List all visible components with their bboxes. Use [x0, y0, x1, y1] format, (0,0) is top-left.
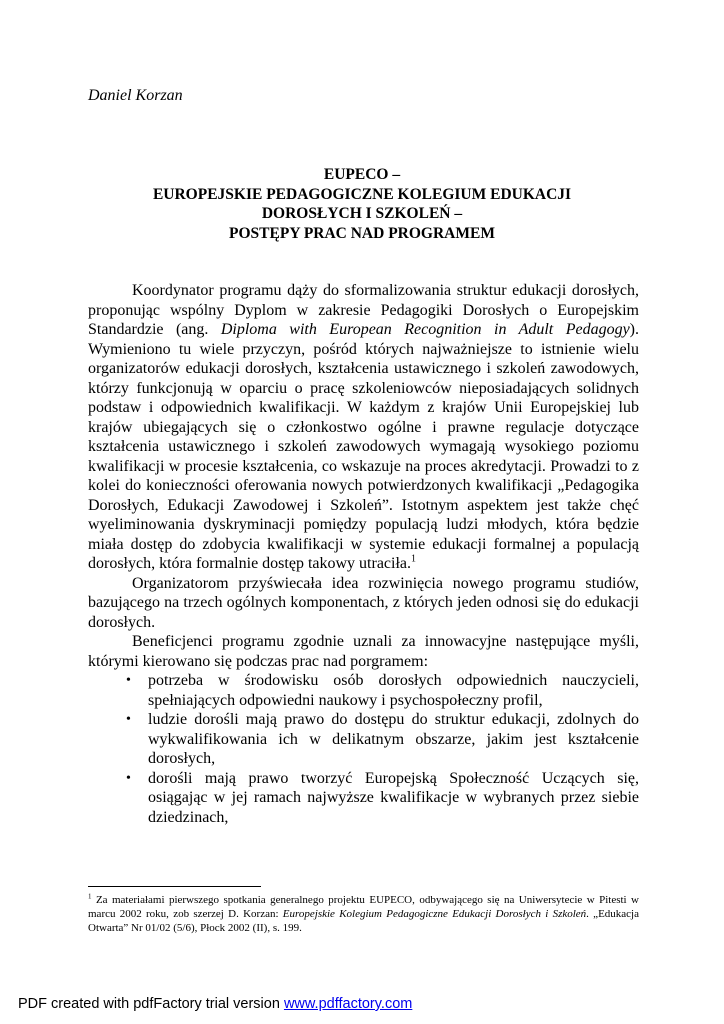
footnote-text-b: . „Edukacja Otwarta” Nr 01/02 (5/6), Płock 2002 (II), s. 199.: [88, 908, 639, 934]
footnote-reference[interactable]: 1: [411, 553, 417, 565]
body-text: [88, 281, 639, 827]
bullet-icon: •: [126, 712, 131, 727]
footnote-text-a: Za materiałami pierwszego spotkania generalnego projektu EUPECO, odbywającego się na Uniwersytecie w Pitesti w marcu 2002 roku, zob szerzej D. Korzan:: [88, 894, 639, 920]
list-item: [126, 769, 639, 828]
footnote: [88, 893, 639, 935]
author-name: Daniel Korzan: [88, 87, 183, 104]
paragraph-2: Organizatorom przyświecała idea rozwinięcia nowego programu studiów, bazującego na trzech ogólnych komponentach, z których jeden odnosi się do edukacji dorosłych.: [88, 574, 639, 631]
pdf-creator-footer: [18, 995, 412, 1013]
document-title: [88, 165, 636, 243]
bullet-icon: •: [126, 770, 131, 786]
paragraph-1-text-a: Koordynator programu dąży do sformalizowania struktur edukacji dorosłych, proponując wspólny Dyplom w zakresie Pedagogiki Dorosłych o Europejskim Standardzie (ang.: [88, 282, 639, 338]
list-item-text: ludzie dorośli mają prawo do dostępu do struktur edukacji, zdolnych do wykwalifikowania ich w delikatnym obszarze, jakim jest kształcenie dorosłych,: [148, 711, 639, 767]
paragraph-3: Beneficjenci programu zgodnie uznali za innowacyjne następujące myśli, którymi kierowano się podczas prac nad porgramem:: [88, 633, 639, 670]
pdffactory-link[interactable]: www.pdffactory.com: [283, 996, 413, 1012]
pdf-footer-text: PDF created with pdfFactory trial version: [18, 996, 284, 1012]
title-line-2: EUROPEJSKIE PEDAGOGICZNE KOLEGIUM EDUKACJI: [152, 185, 572, 203]
title-line-1: EUPECO –: [323, 166, 401, 183]
bullet-icon: •: [126, 673, 131, 688]
list-item-text: dorośli mają prawo tworzyć Europejską Społeczność Uczących się, osiągając w jej ramach najwyższe kwalifikacje w wybranych przez siebie dziedzinach,: [148, 769, 639, 826]
bullet-list: [88, 671, 639, 827]
title-line-3: DOROSŁYCH I SZKOLEŃ –: [261, 205, 463, 222]
paragraph-1: [88, 281, 639, 574]
footnote-number: 1: [88, 892, 92, 901]
paragraph-1-italic: Diploma with European Recognition in Adult Pedagogy: [220, 321, 630, 338]
list-item: [126, 710, 639, 769]
list-item: [126, 671, 639, 710]
paragraph-1-text-b: ). Wymieniono tu wiele przyczyn, pośród których najważniejsze to istnienie wielu organizatorów edukacji dorosłych, kształcenia ustawicznego i szkoleń zawodowych, którzy funkcjonują w oparciu o pracę szkoleniowców nieposiadających solidnych podstaw i odpowiednich kwalifikacji. W każdym z krajów Unii Europejskiej lub krajów ubiegających się o członkostwo ogólne i prawne regulacje dotyczące kształcenia ustawicznego i szkoleń zawodowych wymagają wysokiego poziomu kwalifikacji w procesie kształcenia, co wskazuje na proces akredytacji. Prowadzi to z kolei do konieczności oferowania nowych potwierdzonych kwalifikacji „Pedagogika Dorosłych, Edukacji Zawodowej i Szkoleń”. Istotnym aspektem jest także chęć wyeliminowania dyskryminacji pomiędzy populacją ludzi młodych, która będzie miała dostęp do zdobycia kwalifikacji w systemie edukacji formalnej a populacją dorosłych, która formalnie dostęp takowy utraciła.: [88, 321, 639, 572]
title-line-4: POSTĘPY PRAC NAD PROGRAMEM: [229, 224, 495, 242]
footnote-italic: Europejskie Kolegium Pedagogiczne Edukacji Dorosłych i Szkoleń: [282, 908, 587, 920]
list-item-text: potrzeba w środowisku osób dorosłych odpowiednich nauczycieli, spełniających odpowiedni naukowy i psychospołeczny profil,: [148, 672, 639, 709]
footnote-separator: [88, 886, 261, 887]
